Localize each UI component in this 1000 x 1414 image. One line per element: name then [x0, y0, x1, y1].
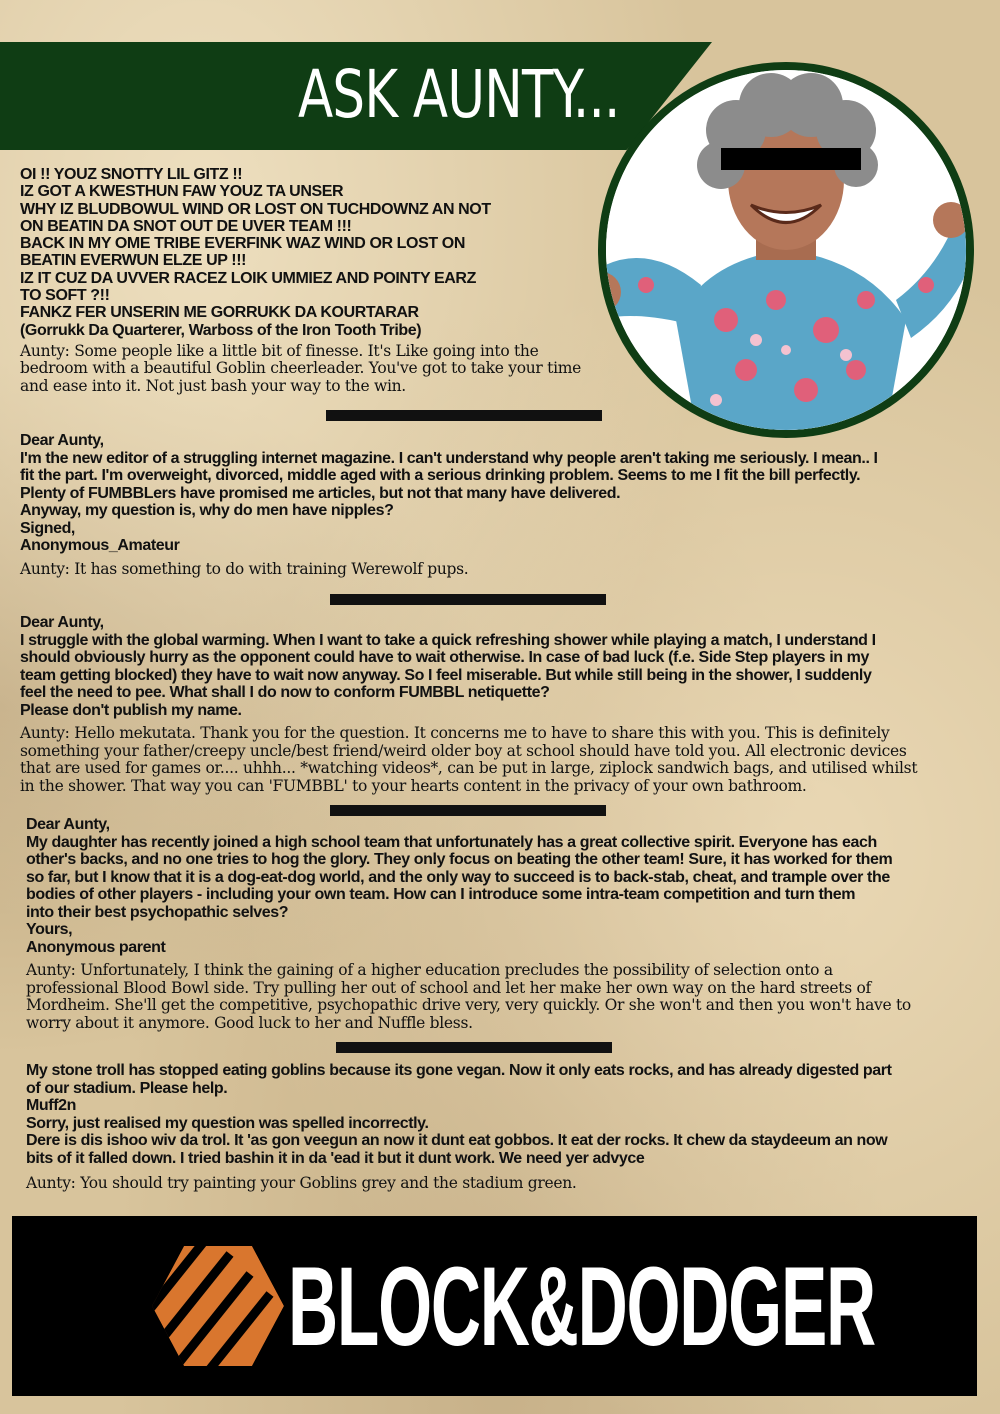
question-line: Dear Aunty, [26, 816, 110, 833]
question-line: Anonymous parent [26, 938, 166, 956]
question-line: WHY IZ BLUDBOWUL WIND OR LOST ON TUCHDOWNZ AN NOT [20, 200, 491, 218]
question-line: so far, but I know that it is a dog-eat-dog world, and the only way to succeed is to back-stab, cheat, and trample over the [26, 868, 890, 886]
question-line: TO SOFT ?!! [20, 287, 110, 305]
answer-line: worry about it anymore. Good luck to her and Nuffle bless. [26, 1013, 473, 1032]
letter-5-answer [26, 1175, 976, 1193]
question-line: bits of it falled down. I tried bashin it in da 'ead it but it dunt work. We need yer advyce [26, 1149, 645, 1167]
letter-1-question [20, 166, 610, 339]
divider [330, 594, 606, 605]
question-line: Muff2n [26, 1097, 77, 1114]
question-line: OI !! YOUZ SNOTTY LIL GITZ !! [20, 166, 243, 183]
answer-line: Aunty: Unfortunately, I think the gaining of a higher education precludes the possibility of selection onto a [26, 961, 833, 979]
answer-line: that are used for games or.... uhhh... *watching videos*, can be put in large, ziplock sandwich bags, and utilised whilst [20, 759, 918, 777]
question-line: ON BEATIN DA SNOT OUT DE UVER TEAM !!! [20, 217, 352, 235]
question-line: Sorry, just realised my question was spelled incorrectly. [26, 1114, 429, 1132]
aunty-avatar [598, 62, 974, 438]
question-line: Dear Aunty, [20, 432, 104, 449]
answer-line: bedroom with a beautiful Goblin cheerleader. You've got to take your time [20, 359, 582, 378]
question-line: Please don't publish my name. [20, 701, 242, 719]
question-line: Yours, [26, 921, 73, 938]
answer-line: Mordheim. She'll get the competitive, psychopathic drive very, very quickly. Or she won't and then you won't have to [26, 996, 911, 1014]
answer-line: something your father/creepy uncle/best friend/weird older boy at school should have told you. All electronic devices [20, 741, 907, 760]
letter-4 [26, 816, 976, 1032]
advert-logo-text: BLOCK&DODGER [288, 1244, 875, 1369]
question-line: My stone troll has stopped eating goblins because its gone vegan. Now it only eats rocks, and has already digested part [26, 1062, 892, 1079]
question-line: FANKZ FER UNSERIN ME GORRUKK DA KOURTARAR [20, 304, 419, 322]
aunty-portrait-icon [606, 70, 966, 430]
letter-5-question [26, 1062, 976, 1167]
letter-2-answer [20, 561, 975, 579]
letter-4-question [26, 816, 976, 956]
letter-2-question [20, 432, 975, 555]
letter-3 [20, 614, 975, 795]
question-line: Dear Aunty, [20, 614, 104, 631]
letter-1-answer [20, 343, 610, 396]
question-line: Signed, [20, 519, 75, 537]
question-line: IZ IT CUZ DA UVVER RACEZ LOIK UMMIEZ AND POINTY EARZ [20, 269, 476, 287]
question-line: Dere is dis ishoo wiv da trol. It 'as gon veegun an now it dunt eat gobbos. It eat der rocks. It chew da staydeeum an now [26, 1132, 888, 1149]
question-line: should obviously hurry as the opponent could have to wait otherwise. In case of bad luck (f.e. Side Step players in my [20, 649, 869, 666]
letter-4-answer [26, 962, 976, 1032]
question-line: Plenty of FUMBBLers have promised me articles, but not that many have delivered. [20, 484, 621, 502]
question-line: My daughter has recently joined a high school team that unfortunately has a great collective spirit. Everyone has each [26, 833, 877, 851]
question-line: I'm the new editor of a struggling internet magazine. I can't understand why people aren't taking me seriously. I mean.. I [20, 449, 878, 467]
question-line: IZ GOT A KWESTHUN FAW YOUZ TA UNSER [20, 183, 344, 201]
question-line: I struggle with the global warming. When I want to take a quick refreshing shower while playing a match, I understand I [20, 631, 876, 649]
answer-line: in the shower. That way you can 'FUMBBL' to your hearts content in the privacy of your own bathroom. [20, 776, 807, 795]
question-line: feel the need to pee. What shall I do now to conform FUMBBL netiquette? [20, 684, 550, 701]
letter-2 [20, 432, 975, 578]
letter-3-answer [20, 725, 975, 795]
question-line: team getting blocked) they have to wait now anyway. So I feel miserable. But while still being in the shower, I suddenly [20, 666, 872, 684]
answer-line: Aunty: Some people like a little bit of finesse. It's Like going into the [20, 341, 539, 360]
question-line: bodies of other players - including your own team. How can I introduce some intra-team competition and turn them [26, 886, 856, 903]
letter-1 [20, 166, 610, 395]
answer-line: Aunty: You should try painting your Goblins grey and the stadium green. [26, 1174, 577, 1192]
question-line: fit the part. I'm overweight, divorced, middle aged with a serious drinking problem. Seems to me I fit the bill perfectly. [20, 467, 861, 484]
divider [330, 805, 606, 816]
question-line: BEATIN EVERWUN ELZE UP !!! [20, 252, 247, 270]
answer-line: Aunty: It has something to do with training Werewolf pups. [20, 559, 469, 578]
answer-line: Aunty: Hello mekutata. Thank you for the question. It concerns me to have to share this with you. This is definitely [20, 724, 890, 742]
answer-line: professional Blood Bowl side. Try pulling her out of school and let her make her own way on the hard streets of [26, 978, 871, 997]
question-line: BACK IN MY OME TRIBE EVERFINK WAZ WIND OR LOST ON [20, 235, 465, 253]
page-title: ASK AUNTY... [298, 56, 620, 133]
question-line: of our stadium. Please help. [26, 1079, 228, 1097]
question-line: Anyway, my question is, why do men have nipples? [20, 502, 394, 519]
question-line: (Gorrukk Da Quarterer, Warboss of the Iron Tooth Tribe) [20, 321, 422, 339]
question-line: into their best psychopathic selves? [26, 903, 289, 921]
letter-3-question [20, 614, 975, 719]
divider [336, 1042, 612, 1053]
letter-5 [26, 1062, 976, 1193]
question-line: Anonymous_Amateur [20, 537, 180, 554]
answer-line: and ease into it. Not just bash your way to the win. [20, 376, 406, 395]
orange-stripe-hexagon-icon [150, 1244, 286, 1368]
divider [326, 410, 602, 421]
question-line: other's backs, and no one tries to hog the glory. They only focus on beating the other team! Sure, it has worked for them [26, 851, 893, 868]
